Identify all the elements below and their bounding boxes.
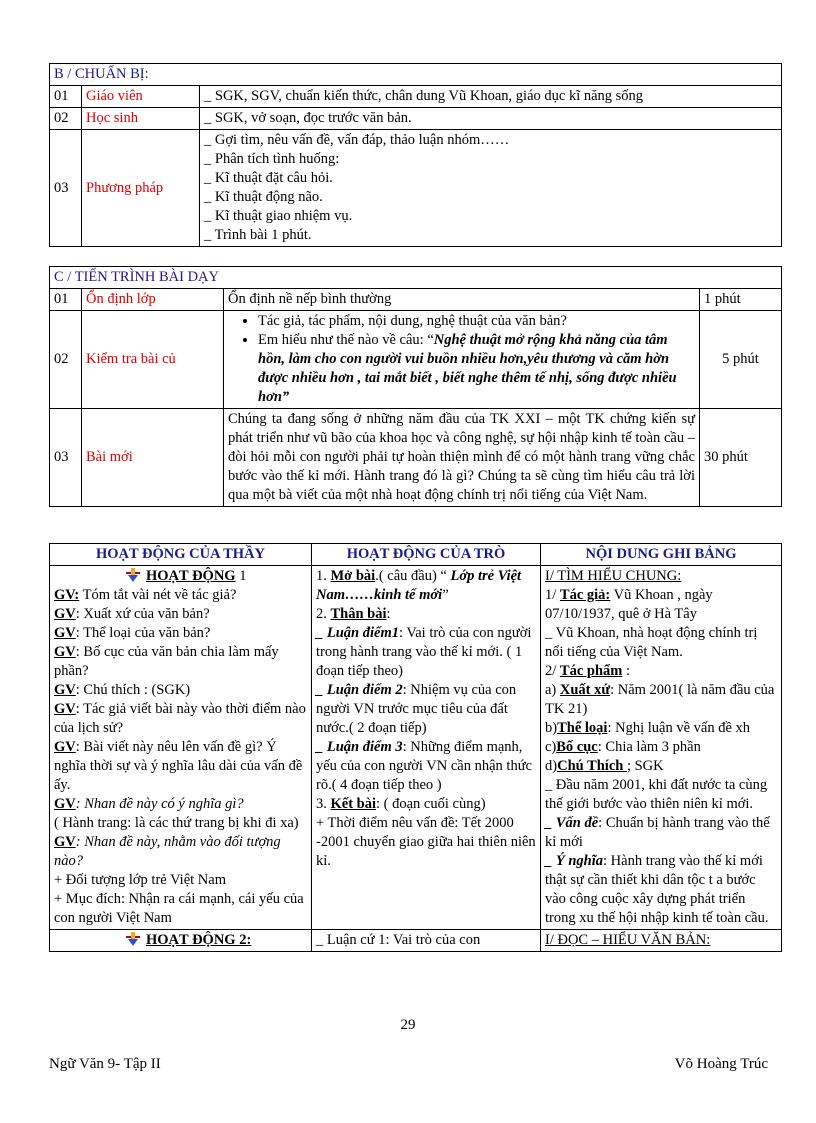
body-part: 2. Thân bài: [316, 606, 391, 622]
conclusion-note: + Thời điểm nêu vấn đề: Tết 2000 -2001 chuyển giao giữa hai thiên niên kỉ. [316, 815, 536, 869]
method-line: _ Kĩ thuật giao nhiệm vụ. [204, 208, 353, 224]
table-row [50, 86, 782, 108]
question-line: GV: Thể loại của văn bản? [54, 625, 211, 641]
activity-2-label: HOẠT ĐỘNG 2: [146, 932, 252, 948]
method-line: _ Kĩ thuật động não. [204, 189, 323, 205]
intro-part: 1. Mở bài.( câu đầu) “ Lớp trẻ Việt Nam……kinh tế mới” [316, 568, 522, 603]
row-label: Phương pháp [82, 130, 200, 247]
row-time: 30 phút [700, 409, 782, 507]
genre-line: b)Thể loại: Nghị luận về vấn đề xh [545, 720, 751, 736]
point-1: _ Luận điểm1: Vai trò của con người trong hành trang vào thế kỉ mới. ( 1 đoạn tiếp theo) [316, 625, 532, 679]
teacher-activities [50, 566, 312, 930]
author-line: 1/ Tác giả: Vũ Khoan , ngày 07/10/1937, quê ở Hà Tây [545, 587, 713, 622]
table-row [50, 289, 782, 311]
row-label: Kiểm tra bài củ [82, 311, 224, 409]
table-row [50, 108, 782, 130]
row-number: 02 [50, 108, 82, 130]
method-line: _ Gợi tìm, nêu vấn đề, vấn đáp, thảo luận nhóm…… [204, 132, 510, 148]
review-questions [228, 312, 695, 407]
row-content: _ SGK, SGV, chuẩn kiến thức, chân dung Vũ Khoan, giáo dục kĩ năng sống [200, 86, 782, 108]
question-line: GV: Nhan đề này, nhằm vào đối tượng nào? [54, 834, 281, 869]
method-line: _ Phân tích tình huống: [204, 151, 340, 167]
activities-header-row [50, 544, 782, 566]
activity-1-label: HOẠT ĐỘNG [146, 568, 236, 584]
question-line: GV: Xuất xứ của văn bản? [54, 606, 210, 622]
issue-line: _ Vấn đề: Chuẩn bị hành trang vào thế kỉ mới [545, 815, 770, 850]
section-heading: I/ TÌM HIỂU CHUNG: [545, 568, 682, 584]
table-row [50, 566, 782, 930]
row-label: Học sinh [82, 108, 200, 130]
column-header-board: NỘI DUNG GHI BẢNG [541, 544, 782, 566]
row-number: 01 [50, 86, 82, 108]
process-header: C / TIẾN TRÌNH BÀI DẠY [50, 267, 782, 289]
notes-line: d)Chú Thích ; SGK [545, 758, 664, 774]
question-line: GV: Tóm tắt vài nét về tác giả? [54, 587, 237, 603]
conclusion-part: 3. Kết bài: ( đoạn cuối cùng) [316, 796, 486, 812]
process-header-row [50, 267, 782, 289]
answer-line: + Mục đích: Nhận ra cái mạnh, cái yếu của con người Việt Nam [54, 891, 304, 926]
point-2: _ Luận điểm 2: Nhiệm vụ của con người VN trước mục tiêu của đất nước.( 2 đoạn tiếp) [316, 682, 517, 736]
point-3: _ Luận điểm 3: Những điểm mạnh, yếu của con người VN cần nhận thức rõ.( 4 đoạn tiếp theo ) [316, 739, 532, 793]
row-label: Ổn định lớp [82, 289, 224, 311]
student-activities [312, 566, 541, 930]
section-heading: I/ ĐỌC – HIỂU VĂN BẢN: [545, 932, 711, 948]
arrow-down-icon [126, 568, 140, 582]
question-line: GV: Chú thích : (SGK) [54, 682, 191, 698]
row-content [200, 130, 782, 247]
activity-1-title [54, 567, 307, 586]
preparation-header: B / CHUẨN BỊ: [50, 64, 782, 86]
row-time: 5 phút [700, 311, 782, 409]
activity-1-number: 1 [235, 568, 247, 584]
table-row [50, 311, 782, 409]
method-line: _ Trình bài 1 phút. [204, 227, 312, 243]
method-line: _ Kĩ thuật đặt câu hỏi. [204, 170, 333, 186]
row-time: 1 phút [700, 289, 782, 311]
question-quote: Nghệ thuật mở rộng khả năng của tâm hồn, làm cho con người vui buồn nhiều hơn,yêu thương và căm hờn được nhiều hơn , tai mắt biết , biết nghe thêm tế nhị, sống được nhiều hơn” [258, 332, 677, 405]
question-prefix: Em hiểu như thế nào về câu: “ [258, 332, 434, 348]
list-item: • Tác giả, tác phẩm, nội dung, nghệ thuật của văn bản? [258, 312, 695, 331]
row-number: 03 [50, 130, 82, 247]
note-line: ( Hành trang: là các thứ trang bị khi đi xa) [54, 815, 299, 831]
preparation-table [49, 63, 782, 247]
student-activities: _ Luận cứ 1: Vai trò của con [312, 930, 541, 952]
table-row [50, 930, 782, 952]
teacher-activities [50, 930, 312, 952]
row-content [224, 311, 700, 409]
row-label: Bài mới [82, 409, 224, 507]
origin-line: a) Xuất xứ: Năm 2001( là năm đầu của TK 21) [545, 682, 775, 717]
table-row [50, 130, 782, 247]
question-line: GV: Bố cục của văn bản chia làm mấy phần? [54, 644, 279, 679]
question-line: GV: Nhan đề này có ý nghĩa gì? [54, 796, 244, 812]
row-number: 02 [50, 311, 82, 409]
process-table [49, 266, 782, 507]
board-content [541, 566, 782, 930]
preparation-header-row [50, 64, 782, 86]
row-number: 01 [50, 289, 82, 311]
author-detail: _ Vũ Khoan, nhà hoạt động chính trị nổi tiếng của Việt Nam. [545, 625, 758, 660]
row-label: Giáo viên [82, 86, 200, 108]
activity-2-title [54, 931, 307, 950]
context-line: _ Đầu năm 2001, khi đất nước ta cùng thế giới bước vào thiên niên kỉ mới. [545, 777, 768, 812]
activities-table [49, 543, 782, 952]
work-line: 2/ Tác phẩm : [545, 663, 631, 679]
question-line: GV: Tác giả viết bài này vào thời điểm nào của lịch sử? [54, 701, 306, 736]
column-header-student: HOẠT ĐỘNG CỦA TRÒ [312, 544, 541, 566]
row-number: 03 [50, 409, 82, 507]
page-number: 29 [400, 1017, 416, 1033]
arrow-down-icon [126, 932, 140, 946]
list-item [258, 331, 695, 407]
footer-author: Võ Hoàng Trúc [674, 1056, 768, 1072]
answer-line: + Đối tượng lớp trẻ Việt Nam [54, 872, 226, 888]
row-content: Chúng ta đang sống ở những năm đầu của TK XXI – một TK chứng kiến sự phát triển như vũ bão của khoa học và công nghệ, sự hội nhập kinh tế toàn cầu – đòi hỏi mỗi con người phải tự hoàn thiện mình để có một hành trang vững chắc bước vào thế kỉ mới. Hành trang đó là gì? Chúng ta sẽ cùng tìm hiểu câu trả lời qua một bà viết của một nhà hoạt động chính trị nổi tiếng của Việt Nam. [224, 409, 700, 507]
column-header-teacher: HOẠT ĐỘNG CỦA THẦY [50, 544, 312, 566]
row-content: Ổn định nề nếp bình thường [224, 289, 700, 311]
table-row [50, 409, 782, 507]
footer-book-title: Ngữ Văn 9- Tập II [49, 1056, 161, 1072]
row-content: _ SGK, vở soạn, đọc trước văn bản. [200, 108, 782, 130]
question-line: GV: Bài viết này nêu lên vấn đề gì? Ý nghĩa thời sự và ý nghĩa lâu dài của vấn đề ấy. [54, 739, 303, 793]
layout-line: c)Bố cục: Chia làm 3 phần [545, 739, 701, 755]
meaning-line: _ Ý nghĩa: Hành trang vào thế kỉ mới thật sự cần thiết khi dân tộc t a bước vào công cuộc xây dựng phát triển trong xu thế hội nhập kinh tế toàn cầu. [545, 853, 769, 926]
board-content [541, 930, 782, 952]
